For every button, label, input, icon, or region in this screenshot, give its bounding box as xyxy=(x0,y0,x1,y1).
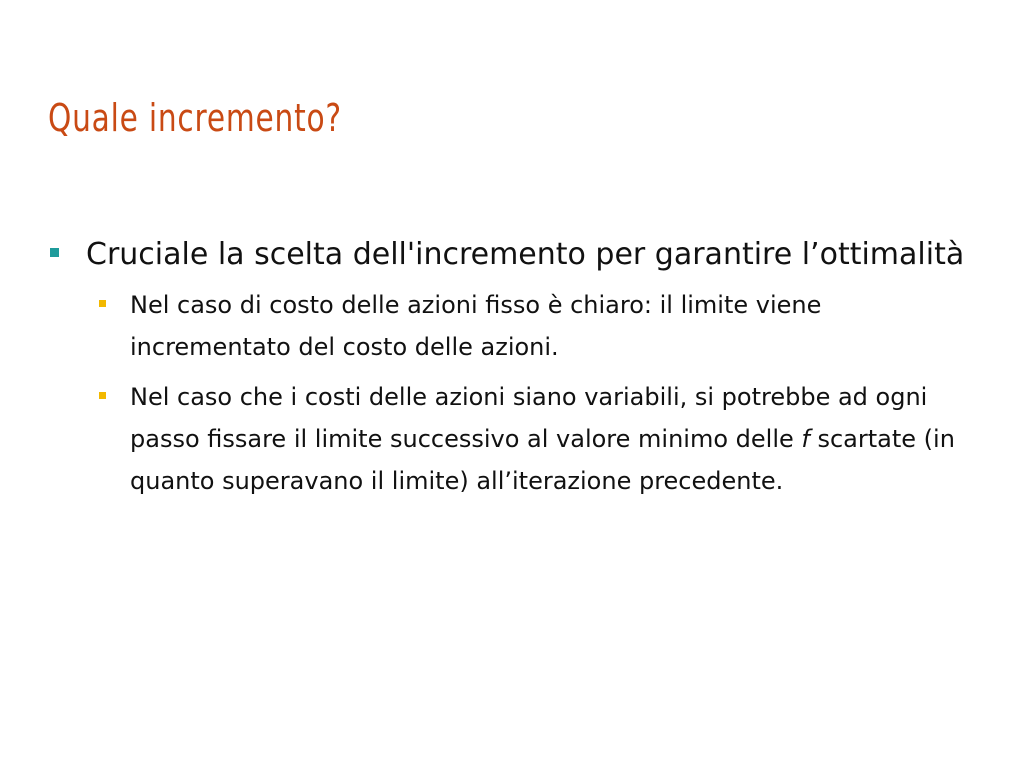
bullet-level1 xyxy=(48,228,968,282)
sub-bullet-text: Nel caso di costo delle azioni fisso è chiaro: il limite viene incrementato del costo delle azioni. xyxy=(130,291,822,361)
bullet-text: Cruciale la scelta dell'incremento per garantire l’ottimalità xyxy=(86,237,965,272)
italic-variable: f xyxy=(801,425,810,453)
bullet-level2 xyxy=(48,376,960,502)
square-bullet-icon xyxy=(99,300,106,307)
square-bullet-icon xyxy=(99,392,106,399)
sub-bullet-text-after: scartate (in quanto superavano il limite) all’iterazione precedente. xyxy=(130,425,955,495)
square-bullet-icon xyxy=(50,248,59,257)
sub-bullet-text-before: Nel caso che i costi delle azioni siano variabili, si potrebbe ad ogni passo fissare il limite successivo al valore minimo delle xyxy=(130,383,928,453)
bullet-level2 xyxy=(48,284,960,368)
slide-title: Quale incremento? xyxy=(48,96,342,140)
slide-content xyxy=(48,228,968,510)
